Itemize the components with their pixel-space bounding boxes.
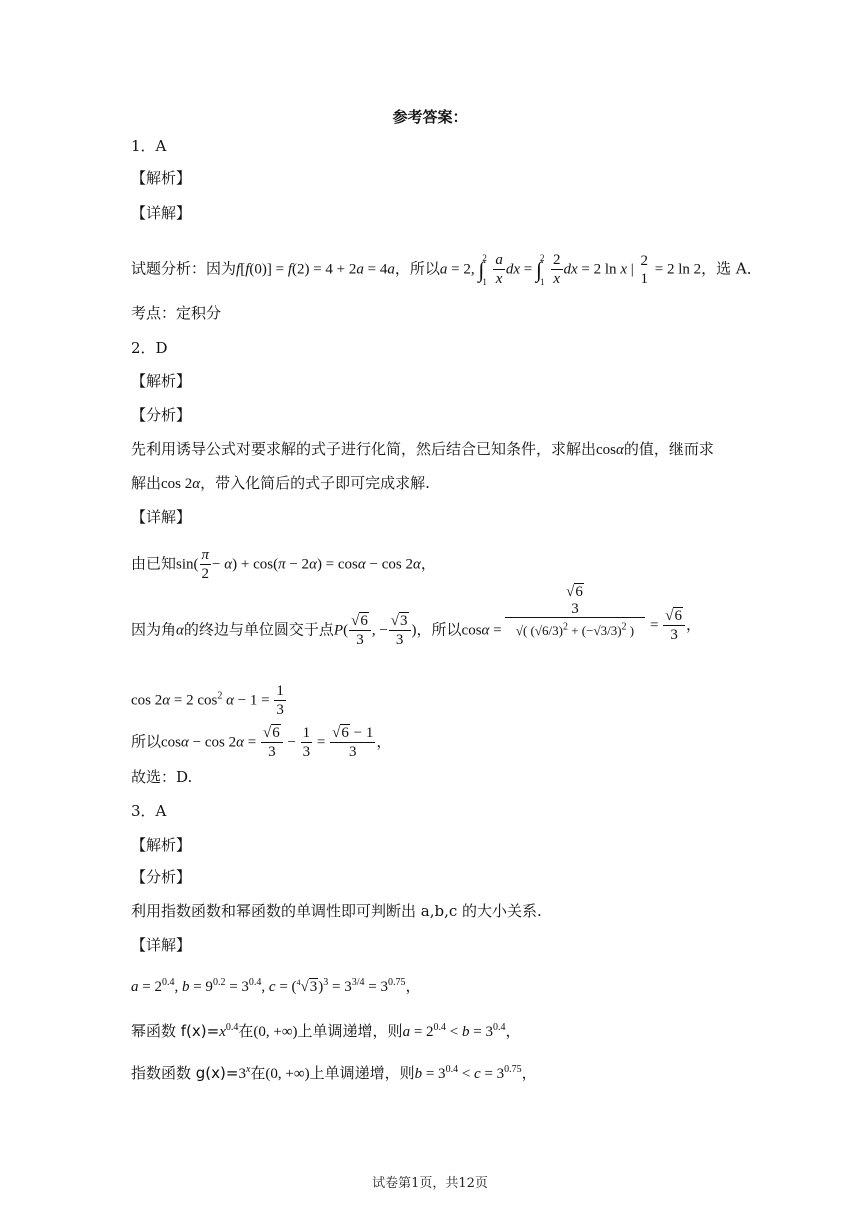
q3-exp-line: 指数函数 $g(x)=3^x$在(0, +∞)上单调递增，则$b = 3^{0.4} < c = 3^{0.75}$，: [131, 1064, 537, 1082]
q2-frac-1-3: $\frac{1}{3}$: [276, 683, 284, 718]
q2-line4-prefix: 所以: [131, 732, 162, 751]
q1-integral-2: ∫ 2 1: [536, 252, 545, 287]
q2-cos-result: = $\frac{√6}{3}$ ，: [650, 608, 701, 643]
q1-analysis-end: ，选 A．: [701, 259, 762, 278]
q2-line2: 因为角α的终边与单位圆交于点P( $\frac{√6}{3}$ , − $\frac{√3}{3}$ )，所以cosα =: [131, 613, 502, 648]
q2-point-y: $\frac{√3}{3}$: [389, 612, 411, 649]
q2-answer: 故选：D.: [131, 768, 193, 786]
q1-analysis-mid: ，所以: [394, 259, 440, 278]
q1-analysis: 试题分析：因为f[f(0)] = f(2) = 4 + 2a = 4a，所以a = 2, ∫ 2 1 $\frac{a}{x}$ dx = ∫ 2 1 $\frac{2}{x}$ dx = 2 ln x | 2 1 = 2 ln 2，选 A．: [131, 252, 762, 287]
page-footer: 试卷第1页，共12页: [372, 1176, 488, 1191]
q3-exp-mid: 在: [250, 1064, 266, 1082]
q1-eval-bounds: 2 1: [640, 252, 648, 287]
q3-power-mid: 在: [238, 1022, 254, 1040]
q2-fenxi-line2: 解出cos 2α，带入化简后的式子即可完成求解.: [131, 474, 430, 492]
q3-jiexi-heading: 【解析】: [131, 836, 192, 854]
q2-line1-prefix: 由已知: [131, 554, 177, 573]
q3-exp-mid2: 上单调递增，则: [309, 1064, 415, 1082]
q2-cos-fraction: √6 3 √( $(√6/3)^2 + (-√3/3)^2$ ): [505, 583, 645, 640]
q1-kaodian: 考点：定积分: [131, 304, 222, 322]
q3-xiangjie-heading: 【详解】: [131, 936, 192, 954]
q1-analysis-prefix: 试题分析：因为: [131, 259, 237, 278]
q1-formula-f: f: [236, 261, 241, 278]
q2-line2-mid: 的终边与单位圆交于点: [183, 620, 334, 639]
q2-fenxi-text2a: 解出: [131, 474, 162, 492]
q1-jiexi-heading: 【解析】: [131, 169, 192, 187]
q3-power-line: 幂函数 $f(x)=x^{0.4}$在(0, +∞)上单调递增，则$a = 2^{0.4} < b = 3^{0.4}$，: [131, 1022, 521, 1040]
q2-xiangjie-heading: 【详解】: [131, 508, 192, 526]
q3-power-mid2: 上单调递增，则: [297, 1022, 403, 1040]
q3-fenxi-heading: 【分析】: [131, 868, 192, 886]
q1-number: 1．A: [131, 137, 167, 155]
q2-fenxi-line1: 先利用诱导公式对要求解的式子进行化简，然后结合已知条件，求解出cosα的值，继而求: [131, 440, 714, 458]
q3-power-prefix: 幂函数 f(x)=: [131, 1022, 220, 1040]
q3-fenxi-text: 利用指数函数和幂函数的单调性即可判断出 a,b,c 的大小关系.: [131, 902, 542, 920]
q2-fenxi-text2b: ，带入化简后的式子即可完成求解.: [200, 474, 430, 492]
page-title: 参考答案：: [392, 108, 468, 126]
q2-jiexi-heading: 【解析】: [131, 372, 192, 390]
q2-line4: 所以cosα − cos 2α = $\frac{√6}{3}$ − $\frac{1}{3}$ = $\frac{√6 - 1}{3}$ ，: [131, 725, 392, 760]
q2-line2-mid2: ，所以: [416, 620, 462, 639]
q1-frac-a-x: $\frac{a}{x}$: [495, 252, 503, 287]
q3-number: 3．A: [131, 802, 167, 820]
q2-point-x: $\frac{√6}{3}$: [349, 612, 371, 649]
q2-frac-pi-2: $\frac{\pi}{2}$: [201, 547, 210, 582]
q1-frac-2-x: $\frac{2}{x}$: [553, 252, 561, 287]
q2-line2-prefix: 因为角: [131, 620, 177, 639]
q3-exp-prefix: 指数函数 g(x)=: [131, 1064, 239, 1082]
q2-fenxi-text1: 先利用诱导公式对要求解的式子进行化简，然后结合已知条件，求解出: [131, 440, 597, 458]
q3-line1: $a = 2^{0.4}$, $b = 9^{0.2} = 3^{0.4}$, $c = (^4√3)^3 = 3^{3/4} = 3^{0.75}$，: [131, 977, 421, 995]
q1-xiangjie-heading: 【详解】: [131, 204, 192, 222]
q1-integral-1: ∫ 2 1: [478, 252, 487, 287]
q2-line1: 由已知sin( $\frac{\pi}{2}$ − α) + cos(π − 2α) = cosα − cos 2α，: [131, 547, 436, 582]
q2-line3: cos 2α = 2 $\cos^2 \alpha - 1$ = $\frac{1}{3}$: [131, 683, 284, 718]
q2-fenxi-heading: 【分析】: [131, 406, 192, 424]
q2-number: 2．D: [131, 339, 168, 357]
q2-fenxi-text1b: 的值，继而求: [623, 440, 714, 458]
